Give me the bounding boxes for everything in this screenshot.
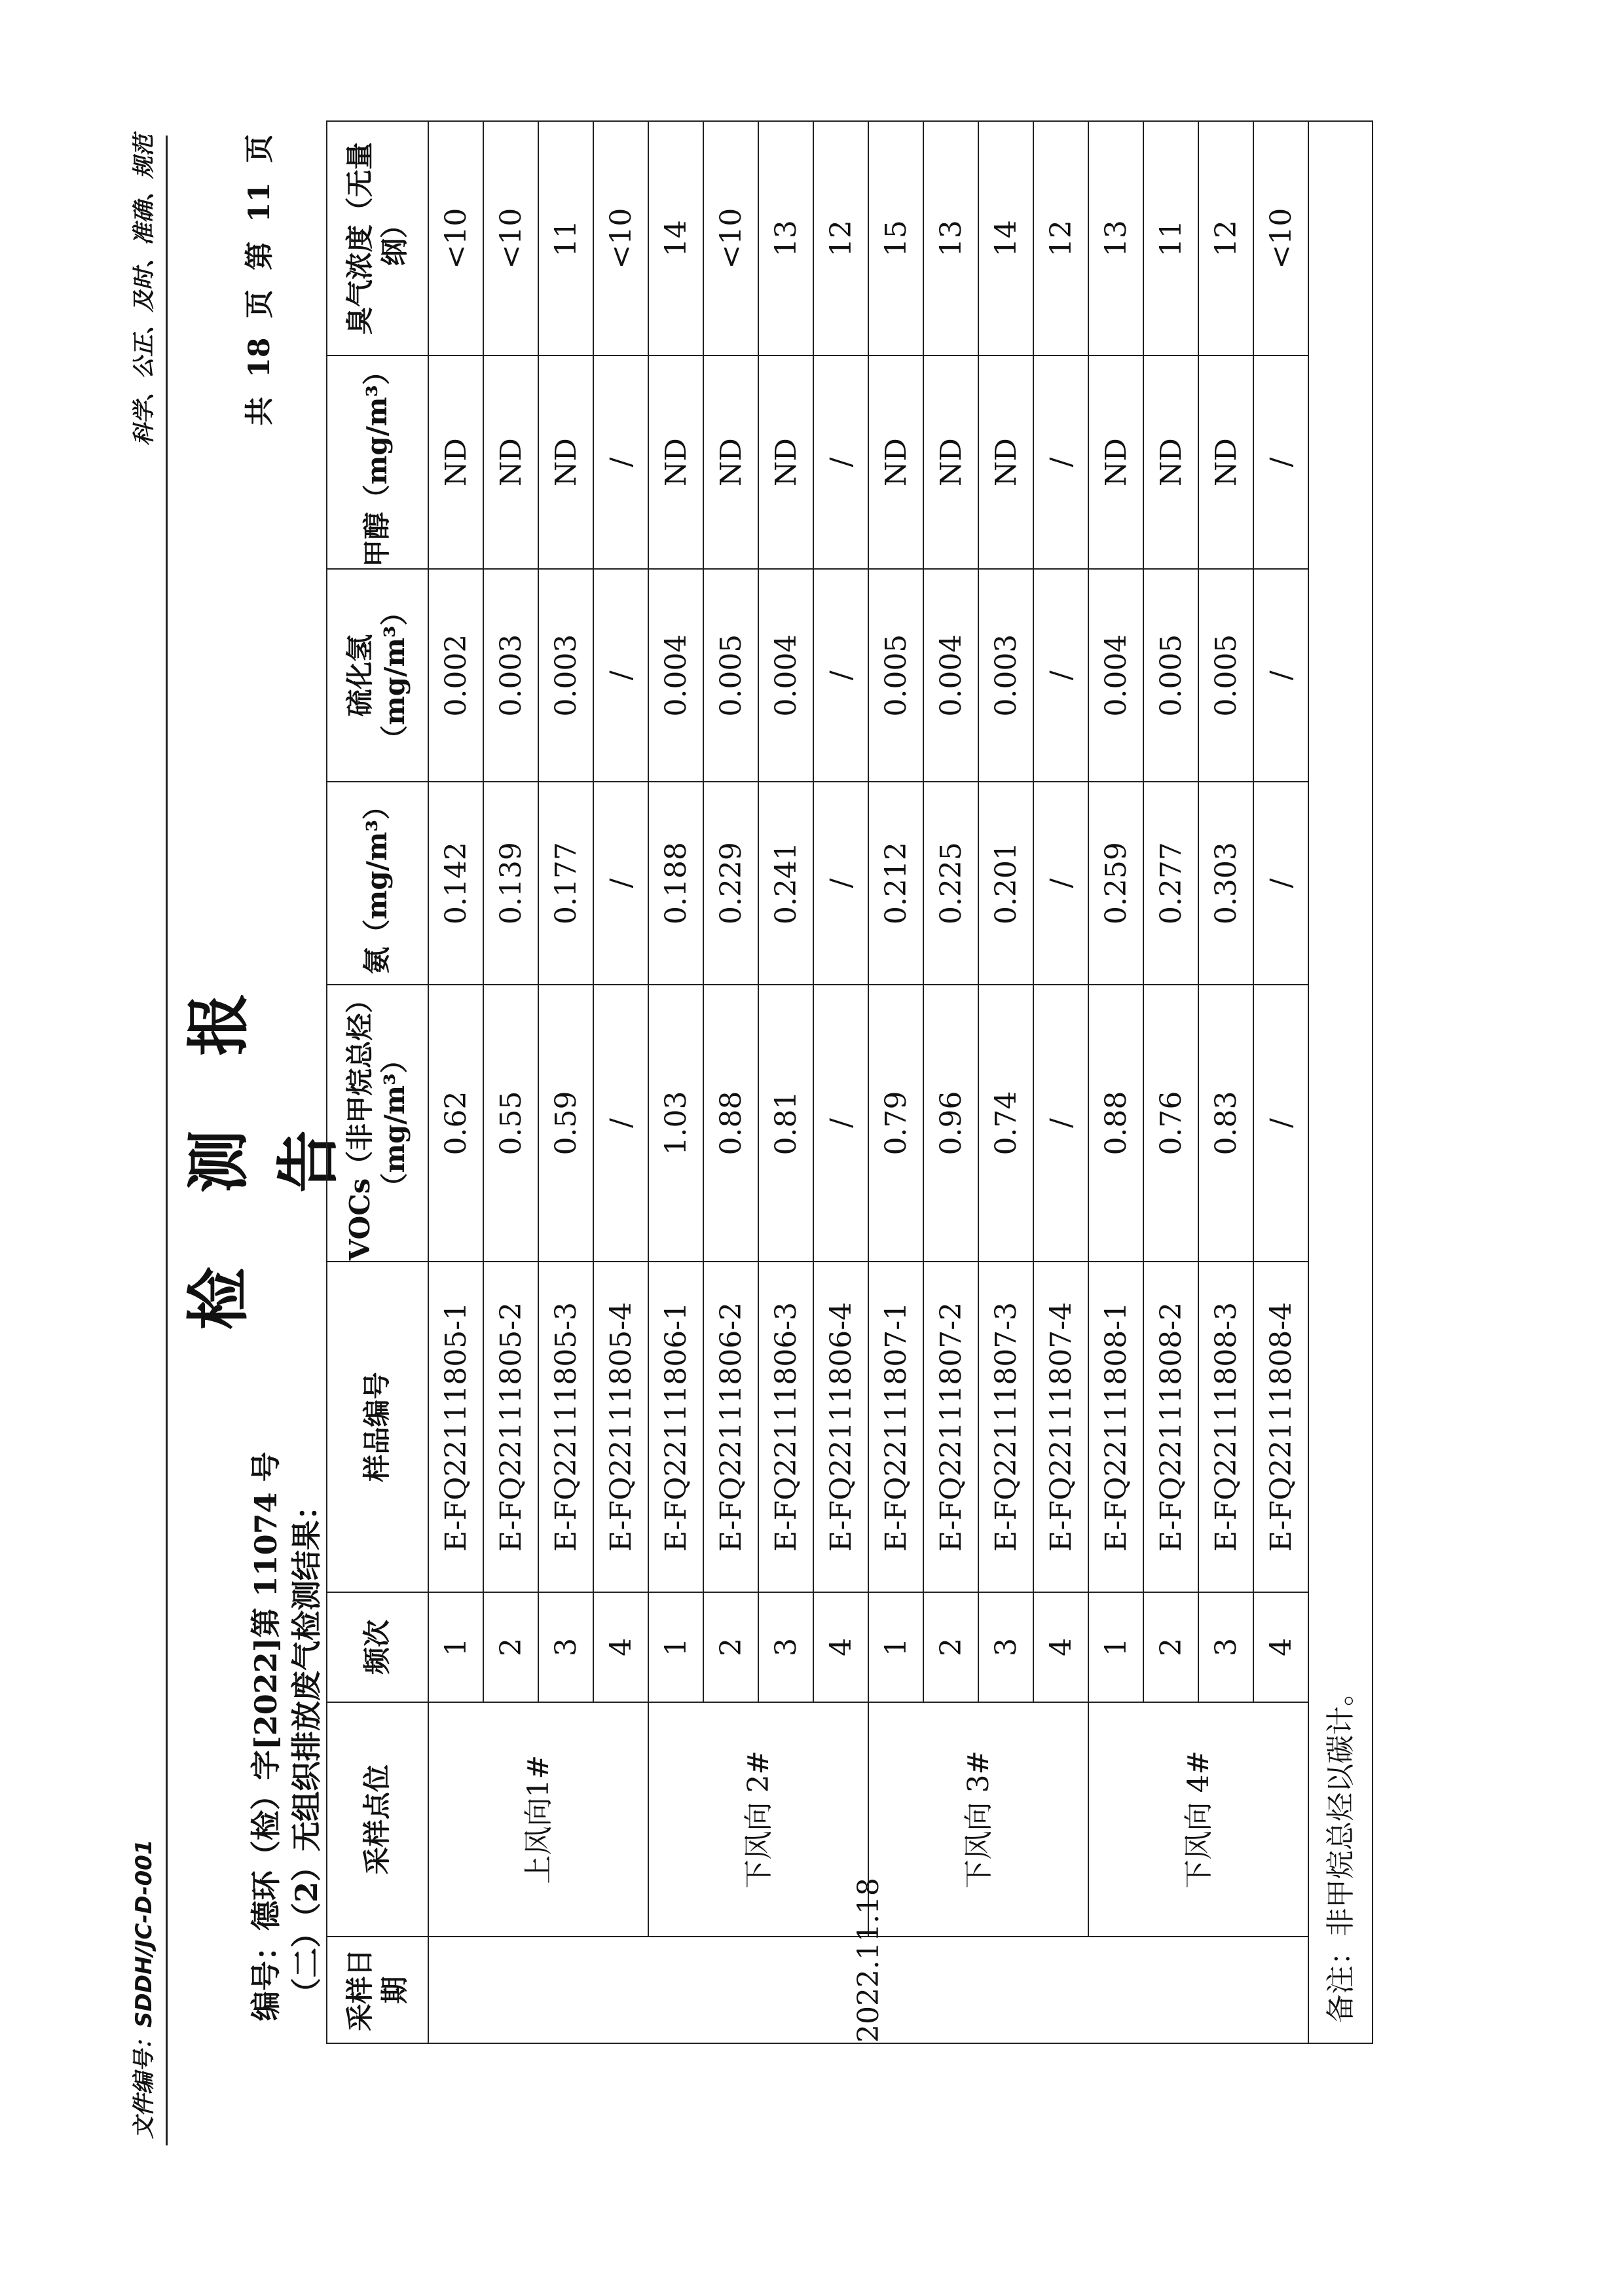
methanol-cell: ND <box>1198 355 1253 569</box>
freq-cell: 2 <box>483 1592 538 1702</box>
h2s-cell: 0.003 <box>483 569 538 782</box>
table-row <box>428 121 483 2043</box>
freq-cell: 3 <box>1198 1592 1253 1702</box>
sample-cell: E-FQ22111807-1 <box>868 1262 923 1592</box>
methanol-cell: ND <box>1143 355 1198 569</box>
col-header-odor: 臭气浓度（无量纲） <box>327 121 428 355</box>
table-note: 备注：非甲烷总烃以碳计。 <box>1308 121 1373 2043</box>
point-cell: 下风向 2# <box>648 1702 868 1937</box>
vocs-cell: 0.74 <box>978 985 1033 1262</box>
ammonia-cell: 0.177 <box>538 782 593 984</box>
methanol-cell: ND <box>538 355 593 569</box>
freq-cell: 1 <box>868 1592 923 1702</box>
h2s-cell: 0.005 <box>1143 569 1198 782</box>
odor-cell: 13 <box>923 121 978 355</box>
h2s-cell: 0.004 <box>923 569 978 782</box>
sample-cell: E-FQ22111807-3 <box>978 1262 1033 1592</box>
vocs-cell: 0.96 <box>923 985 978 1262</box>
h2s-cell: 0.004 <box>1088 569 1143 782</box>
vocs-cell: 0.79 <box>868 985 923 1262</box>
vocs-cell: / <box>1033 985 1088 1262</box>
h2s-cell: / <box>593 569 648 782</box>
vocs-cell: / <box>1253 985 1308 1262</box>
col-header-h2s: 硫化氢（mg/m³） <box>327 569 428 782</box>
sample-cell: E-FQ22111806-1 <box>648 1262 703 1592</box>
sample-cell: E-FQ22111805-1 <box>428 1262 483 1592</box>
vocs-cell: 0.83 <box>1198 985 1253 1262</box>
freq-cell: 4 <box>1033 1592 1088 1702</box>
freq-cell: 4 <box>813 1592 868 1702</box>
ammonia-cell: / <box>593 782 648 984</box>
odor-cell: 12 <box>813 121 868 355</box>
col-header-ammonia: 氨（mg/m³） <box>327 782 428 984</box>
ammonia-cell: 0.142 <box>428 782 483 984</box>
sample-cell: E-FQ22111808-3 <box>1198 1262 1253 1592</box>
sample-cell: E-FQ22111808-1 <box>1088 1262 1143 1592</box>
vocs-cell: 1.03 <box>648 985 703 1262</box>
ammonia-cell: 0.201 <box>978 782 1033 984</box>
methanol-cell: / <box>1033 355 1088 569</box>
freq-cell: 1 <box>428 1592 483 1702</box>
ammonia-cell: 0.277 <box>1143 782 1198 984</box>
odor-cell: <10 <box>428 121 483 355</box>
odor-cell: 11 <box>1143 121 1198 355</box>
vocs-cell: 0.81 <box>758 985 813 1262</box>
file-number: 文件编号：SDDH/JC-D-001 <box>131 1839 157 2139</box>
vocs-cell: 0.76 <box>1143 985 1198 1262</box>
col-header-freq: 频次 <box>327 1592 428 1702</box>
vocs-cell: 0.88 <box>1088 985 1143 1262</box>
methanol-cell: ND <box>868 355 923 569</box>
h2s-cell: 0.003 <box>978 569 1033 782</box>
motto: 科学、公正、及时、准确、规范 <box>131 134 157 446</box>
vocs-cell: 0.59 <box>538 985 593 1262</box>
freq-cell: 2 <box>923 1592 978 1702</box>
sample-cell: E-FQ22111805-4 <box>593 1262 648 1592</box>
odor-cell: 12 <box>1033 121 1088 355</box>
odor-cell: 13 <box>758 121 813 355</box>
methanol-cell: ND <box>758 355 813 569</box>
date-cell: 2022.11.18 <box>428 1937 1308 2043</box>
freq-cell: 3 <box>758 1592 813 1702</box>
odor-cell: 11 <box>538 121 593 355</box>
col-header-date: 采样日期 <box>327 1937 428 2043</box>
sample-cell: E-FQ22111808-4 <box>1253 1262 1308 1592</box>
sample-cell: E-FQ22111807-2 <box>923 1262 978 1592</box>
note-row <box>1308 121 1373 2043</box>
h2s-cell: 0.004 <box>648 569 703 782</box>
h2s-cell: 0.002 <box>428 569 483 782</box>
page-count: 共 18 页 第 11 页 <box>243 134 276 426</box>
methanol-cell: ND <box>648 355 703 569</box>
freq-cell: 4 <box>1253 1592 1308 1702</box>
freq-cell: 2 <box>703 1592 758 1702</box>
ammonia-cell: 0.229 <box>703 782 758 984</box>
point-cell: 下风向 3# <box>868 1702 1088 1937</box>
point-cell: 上风向1# <box>428 1702 648 1937</box>
col-header-point: 采样点位 <box>327 1702 428 1937</box>
h2s-cell: 0.005 <box>703 569 758 782</box>
freq-cell: 2 <box>1143 1592 1198 1702</box>
point-cell: 下风向 4# <box>1088 1702 1308 1937</box>
odor-cell: <10 <box>1253 121 1308 355</box>
methanol-cell: / <box>813 355 868 569</box>
sample-cell: E-FQ22111808-2 <box>1143 1262 1198 1592</box>
odor-cell: 14 <box>978 121 1033 355</box>
h2s-cell: / <box>1033 569 1088 782</box>
ammonia-cell: 0.259 <box>1088 782 1143 984</box>
odor-cell: <10 <box>593 121 648 355</box>
ammonia-cell: 0.139 <box>483 782 538 984</box>
h2s-cell: / <box>813 569 868 782</box>
ammonia-cell: 0.212 <box>868 782 923 984</box>
section-title: （二）（2）无组织排放废气检测结果： <box>289 1489 324 2008</box>
freq-cell: 1 <box>648 1592 703 1702</box>
sample-cell: E-FQ22111807-4 <box>1033 1262 1088 1592</box>
results-table <box>326 120 1373 2044</box>
table-header-row <box>327 121 428 2043</box>
h2s-cell: 0.003 <box>538 569 593 782</box>
col-header-sample: 样品编号 <box>327 1262 428 1592</box>
freq-cell: 4 <box>593 1592 648 1702</box>
freq-cell: 3 <box>538 1592 593 1702</box>
odor-cell: <10 <box>483 121 538 355</box>
ammonia-cell: / <box>1253 782 1308 984</box>
sample-cell: E-FQ22111806-2 <box>703 1262 758 1592</box>
header-rule <box>166 136 168 2145</box>
odor-cell: 14 <box>648 121 703 355</box>
methanol-cell: ND <box>483 355 538 569</box>
odor-cell: 13 <box>1088 121 1143 355</box>
sample-cell: E-FQ22111805-3 <box>538 1262 593 1592</box>
freq-cell: 1 <box>1088 1592 1143 1702</box>
report-number: 编号：德环（检）字[2022]第 11074 号 <box>248 1451 284 2021</box>
vocs-cell: / <box>593 985 648 1262</box>
odor-cell: 15 <box>868 121 923 355</box>
h2s-cell: / <box>1253 569 1308 782</box>
methanol-cell: ND <box>428 355 483 569</box>
methanol-cell: / <box>1253 355 1308 569</box>
methanol-cell: ND <box>923 355 978 569</box>
h2s-cell: 0.005 <box>1198 569 1253 782</box>
methanol-cell: ND <box>978 355 1033 569</box>
ammonia-cell: 0.225 <box>923 782 978 984</box>
col-header-methanol: 甲醇（mg/m³） <box>327 355 428 569</box>
h2s-cell: 0.004 <box>758 569 813 782</box>
methanol-cell: / <box>593 355 648 569</box>
page-title: 检 测 报 告 <box>181 966 345 1330</box>
table-row <box>648 121 703 2043</box>
vocs-cell: 0.62 <box>428 985 483 1262</box>
freq-cell: 3 <box>978 1592 1033 1702</box>
table-row <box>1088 121 1143 2043</box>
odor-cell: <10 <box>703 121 758 355</box>
methanol-cell: ND <box>1088 355 1143 569</box>
ammonia-cell: / <box>813 782 868 984</box>
odor-cell: 12 <box>1198 121 1253 355</box>
vocs-cell: 0.55 <box>483 985 538 1262</box>
sample-cell: E-FQ22111806-3 <box>758 1262 813 1592</box>
h2s-cell: 0.005 <box>868 569 923 782</box>
sample-cell: E-FQ22111805-2 <box>483 1262 538 1592</box>
table-row <box>868 121 923 2043</box>
ammonia-cell: 0.303 <box>1198 782 1253 984</box>
ammonia-cell: 0.241 <box>758 782 813 984</box>
methanol-cell: ND <box>703 355 758 569</box>
vocs-cell: 0.88 <box>703 985 758 1262</box>
vocs-cell: / <box>813 985 868 1262</box>
col-header-vocs: VOCs（非甲烷总烃）（mg/m³） <box>327 985 428 1262</box>
sample-cell: E-FQ22111806-4 <box>813 1262 868 1592</box>
ammonia-cell: / <box>1033 782 1088 984</box>
ammonia-cell: 0.188 <box>648 782 703 984</box>
